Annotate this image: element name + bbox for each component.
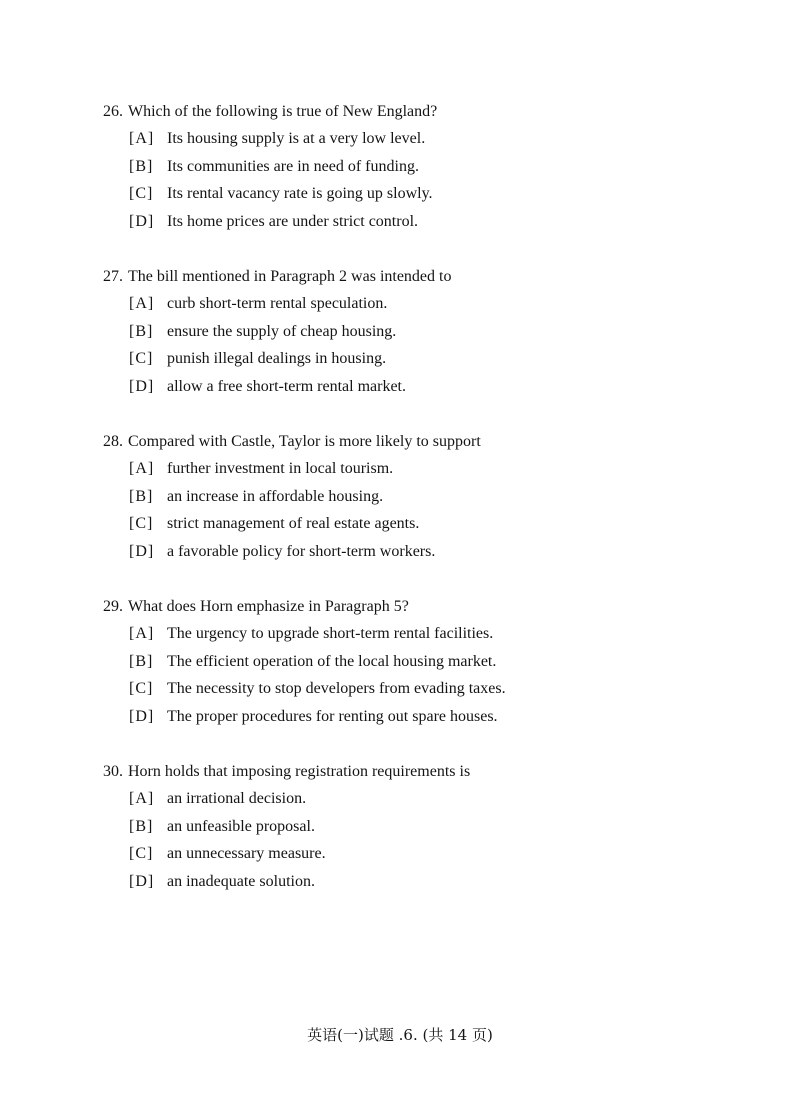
- option-label: [B]: [129, 652, 154, 670]
- option-a: [103, 459, 743, 479]
- option-text: an unfeasible proposal.: [167, 817, 315, 835]
- option-d: [103, 872, 743, 892]
- option-text: an unnecessary measure.: [167, 845, 326, 863]
- question-26: [103, 102, 743, 239]
- question-28: [103, 432, 743, 569]
- option-label: [D]: [129, 707, 155, 725]
- option-b: [103, 652, 743, 672]
- option-label: [A]: [129, 790, 155, 807]
- option-text: punish illegal dealings in housing.: [167, 350, 387, 368]
- option-text: an irrational decision.: [167, 790, 307, 807]
- option-label: [C]: [129, 515, 154, 533]
- question-number: 30.: [103, 763, 123, 780]
- option-text: strict management of real estate agents.: [167, 515, 420, 533]
- page-footer: 英语(一)试题 .6. (共 14 页): [307, 1026, 493, 1044]
- question-number: 26.: [103, 103, 123, 120]
- option-label: [A]: [129, 625, 155, 642]
- question-text: Which of the following is true of New England?: [128, 103, 438, 120]
- option-label: [A]: [129, 460, 155, 477]
- question-number: 28.: [103, 433, 123, 450]
- option-label: [D]: [129, 212, 155, 230]
- option-b: [103, 322, 743, 342]
- option-text: a favorable policy for short-term workers.: [167, 542, 436, 560]
- question-number: 29.: [103, 598, 123, 615]
- option-a: [103, 129, 743, 149]
- option-list: [103, 459, 743, 562]
- option-text: curb short-term rental speculation.: [167, 295, 388, 312]
- question-text: Compared with Castle, Taylor is more likely to support: [128, 433, 481, 450]
- option-text: Its housing supply is at a very low level.: [167, 130, 426, 147]
- question-29: [103, 597, 743, 734]
- option-text: The urgency to upgrade short-term rental facilities.: [167, 625, 494, 642]
- option-a: [103, 789, 743, 809]
- question-number: 27.: [103, 268, 123, 285]
- question-stem: [103, 267, 743, 287]
- option-list: [103, 129, 743, 232]
- option-b: [103, 817, 743, 837]
- question-stem: [103, 102, 743, 122]
- question-27: [103, 267, 743, 404]
- option-list: [103, 789, 743, 892]
- option-label: [B]: [129, 157, 154, 175]
- option-b: [103, 157, 743, 177]
- option-label: [B]: [129, 817, 154, 835]
- option-label: [C]: [129, 185, 154, 203]
- option-text: The efficient operation of the local housing market.: [167, 652, 497, 670]
- option-label: [D]: [129, 872, 155, 890]
- option-text: The necessity to stop developers from evading taxes.: [167, 680, 506, 698]
- option-label: [A]: [129, 130, 155, 147]
- option-d: [103, 377, 743, 397]
- option-b: [103, 487, 743, 507]
- option-label: [C]: [129, 680, 154, 698]
- question-stem: [103, 432, 743, 452]
- question-30: [103, 762, 743, 899]
- option-text: an inadequate solution.: [167, 872, 315, 890]
- option-list: [103, 624, 743, 727]
- question-text: What does Horn emphasize in Paragraph 5?: [128, 598, 409, 615]
- option-d: [103, 542, 743, 562]
- option-text: Its home prices are under strict control.: [167, 212, 419, 230]
- option-c: [103, 679, 743, 699]
- question-text: Horn holds that imposing registration requirements is: [128, 763, 471, 780]
- option-c: [103, 349, 743, 369]
- option-c: [103, 844, 743, 864]
- option-label: [C]: [129, 845, 154, 863]
- option-label: [B]: [129, 487, 154, 505]
- option-text: an increase in affordable housing.: [167, 487, 384, 505]
- option-d: [103, 707, 743, 727]
- option-label: [D]: [129, 542, 155, 560]
- option-text: Its communities are in need of funding.: [167, 157, 419, 175]
- option-label: [C]: [129, 350, 154, 368]
- question-stem: [103, 597, 743, 617]
- option-d: [103, 212, 743, 232]
- option-label: [D]: [129, 377, 155, 395]
- option-text: ensure the supply of cheap housing.: [167, 322, 397, 340]
- option-text: further investment in local tourism.: [167, 460, 394, 477]
- question-text: The bill mentioned in Paragraph 2 was intended to: [128, 268, 452, 285]
- option-a: [103, 624, 743, 644]
- option-text: Its rental vacancy rate is going up slowly.: [167, 185, 433, 203]
- option-c: [103, 514, 743, 534]
- question-stem: [103, 762, 743, 782]
- option-text: allow a free short-term rental market.: [167, 377, 406, 395]
- option-c: [103, 184, 743, 204]
- option-label: [B]: [129, 322, 154, 340]
- option-text: The proper procedures for renting out spare houses.: [167, 707, 498, 725]
- option-list: [103, 294, 743, 397]
- option-a: [103, 294, 743, 314]
- option-label: [A]: [129, 295, 155, 312]
